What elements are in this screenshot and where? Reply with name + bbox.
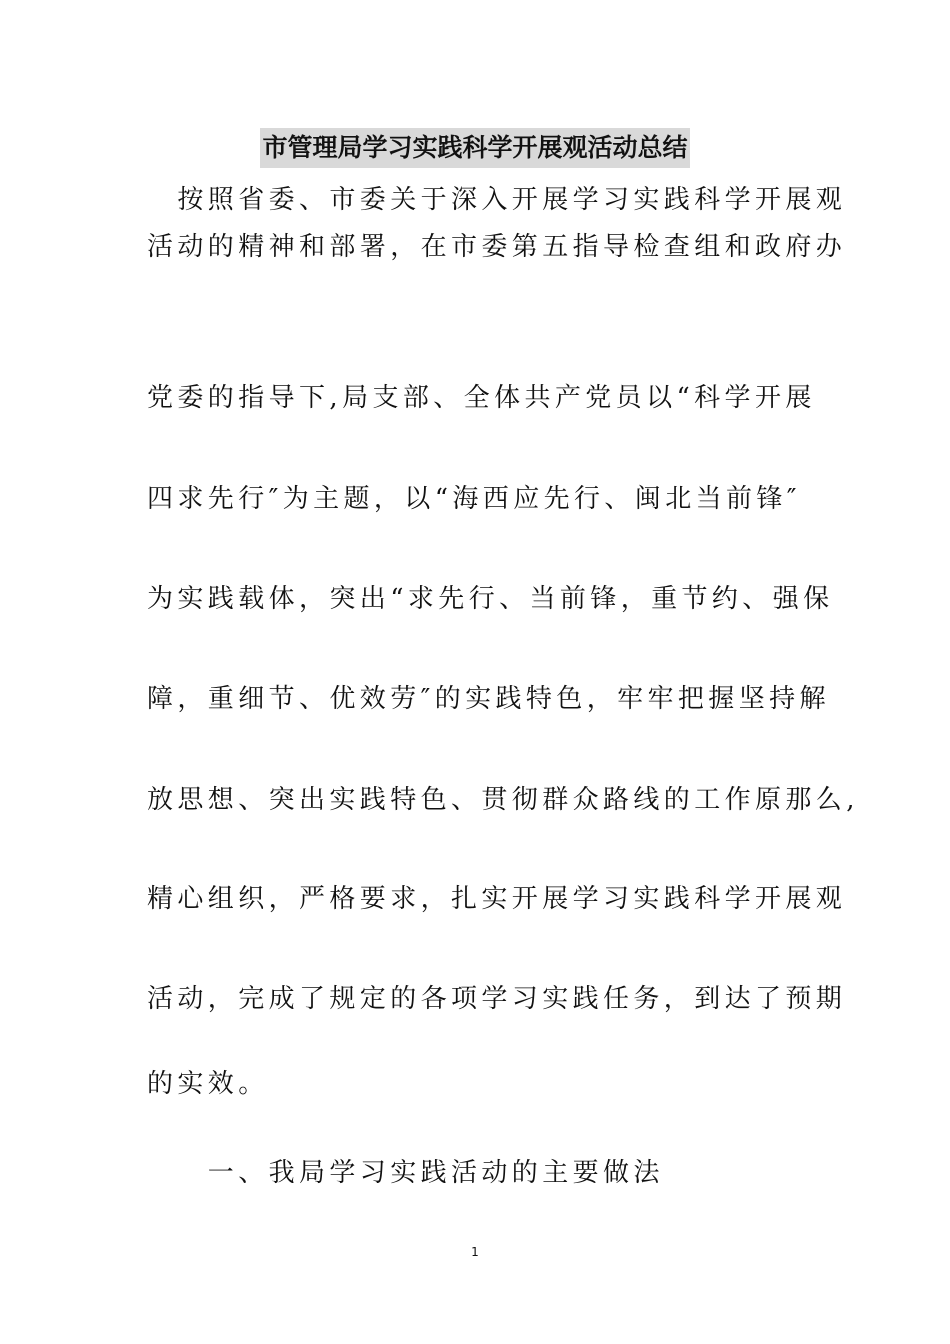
- section-heading: 一、我局学习实践活动的主要做法: [147, 1158, 664, 1188]
- paragraph-line: 活动，完成了规定的各项学习实践任务，到达了预期: [147, 984, 847, 1014]
- document-title: 市管理局学习实践科学开展观活动总结: [260, 128, 689, 168]
- paragraph-line: 党委的指导下,局支部、全体共产党员以“科学开展: [147, 383, 816, 413]
- title-container: [0, 128, 950, 168]
- page-number: 1: [471, 1245, 479, 1259]
- paragraph-line: 障，重细节、优效劳″的实践特色，牢牢把握坚持解: [147, 684, 830, 714]
- paragraph-line: 按照省委、市委关于深入开展学习实践科学开展观: [147, 185, 847, 215]
- paragraph-line: 四求先行″为主题，以“海西应先行、闽北当前锋″: [147, 484, 801, 514]
- paragraph-line: 活动的精神和部署，在市委第五指导检查组和政府办: [147, 232, 847, 262]
- paragraph-line: 为实践载体，突出“求先行、当前锋，重节约、强保: [147, 584, 834, 614]
- paragraph-line: 的实效。: [147, 1069, 269, 1099]
- paragraph-line: 精心组织，严格要求，扎实开展学习实践科学开展观: [147, 884, 847, 914]
- paragraph-line: 放思想、突出实践特色、贯彻群众路线的工作原那么,: [147, 785, 859, 815]
